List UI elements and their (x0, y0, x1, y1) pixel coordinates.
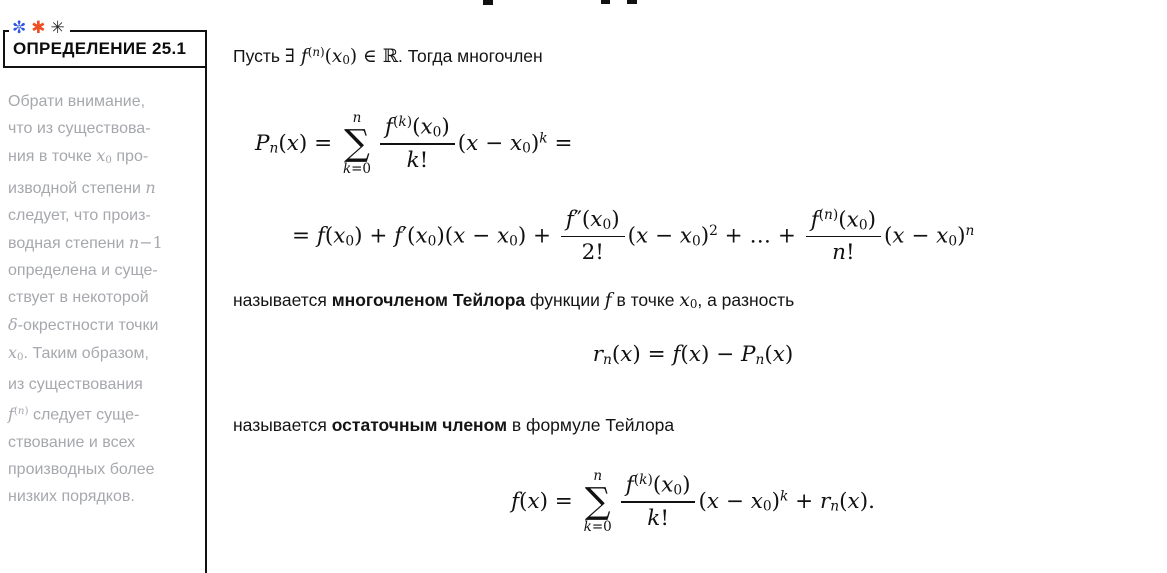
remainder-formula: rn(x) = f(x) − Pn(x) (592, 342, 794, 368)
asterisk-icon: ✳ (50, 18, 65, 37)
taylor-polynomial-formula-line2: = f(x0) + f′(x0)(x − x0) + $\frac{f''(x0)}{2!}$ $(x - x0)^2$ + … + $\frac{f^{(n)}(x0)}{n!}$ $(x - x0)^n$ (292, 207, 975, 266)
definition-label: ОПРЕДЕЛЕНИЕ 25.1 (13, 39, 187, 58)
asterisk-icon: ✱ (31, 18, 46, 37)
remainder-name-paragraph: называется остаточным членом в формуле Тейлора (233, 415, 675, 435)
cropped-heading-remnant (483, 0, 493, 5)
definition-box (3, 18, 207, 68)
taylor-formula: f(x) = n ∑ k=0 $\frac{f^{(k)}(x0)}{k!}$ $(x - x0)^k + rn(x)$. (511, 468, 875, 536)
sidebar-rule (205, 66, 208, 573)
intro-paragraph: Пусть ∃ $f^{(n)}(x0)$ ∈ ℝ. Тогда многочлен (233, 45, 543, 68)
polynomial-name-paragraph: называется многочленом Тейлора функции f в точке x0, а разность (233, 290, 795, 312)
asterisk-icon: ✼ (12, 18, 27, 37)
definition-asterisks (9, 19, 70, 36)
cropped-heading-remnant (627, 0, 637, 4)
margin-note: Обрати внимание, что из существова- ния в точке x0 про- изводной степени n следует, что произ- водная степени n−1 определена и суще- ствует в некоторой δ-окрестности точки x0. Таким образом, из существования $f^{(n)}$ следует суще- ствование и всех производных более низких порядков. (8, 93, 163, 505)
taylor-polynomial-formula-line1: Pn(x) = n ∑ k=0 $\frac{f^{(k)}(x0)}{k!}$ $(x - x0)^k$ = (255, 110, 573, 178)
cropped-heading-remnant (601, 0, 610, 4)
